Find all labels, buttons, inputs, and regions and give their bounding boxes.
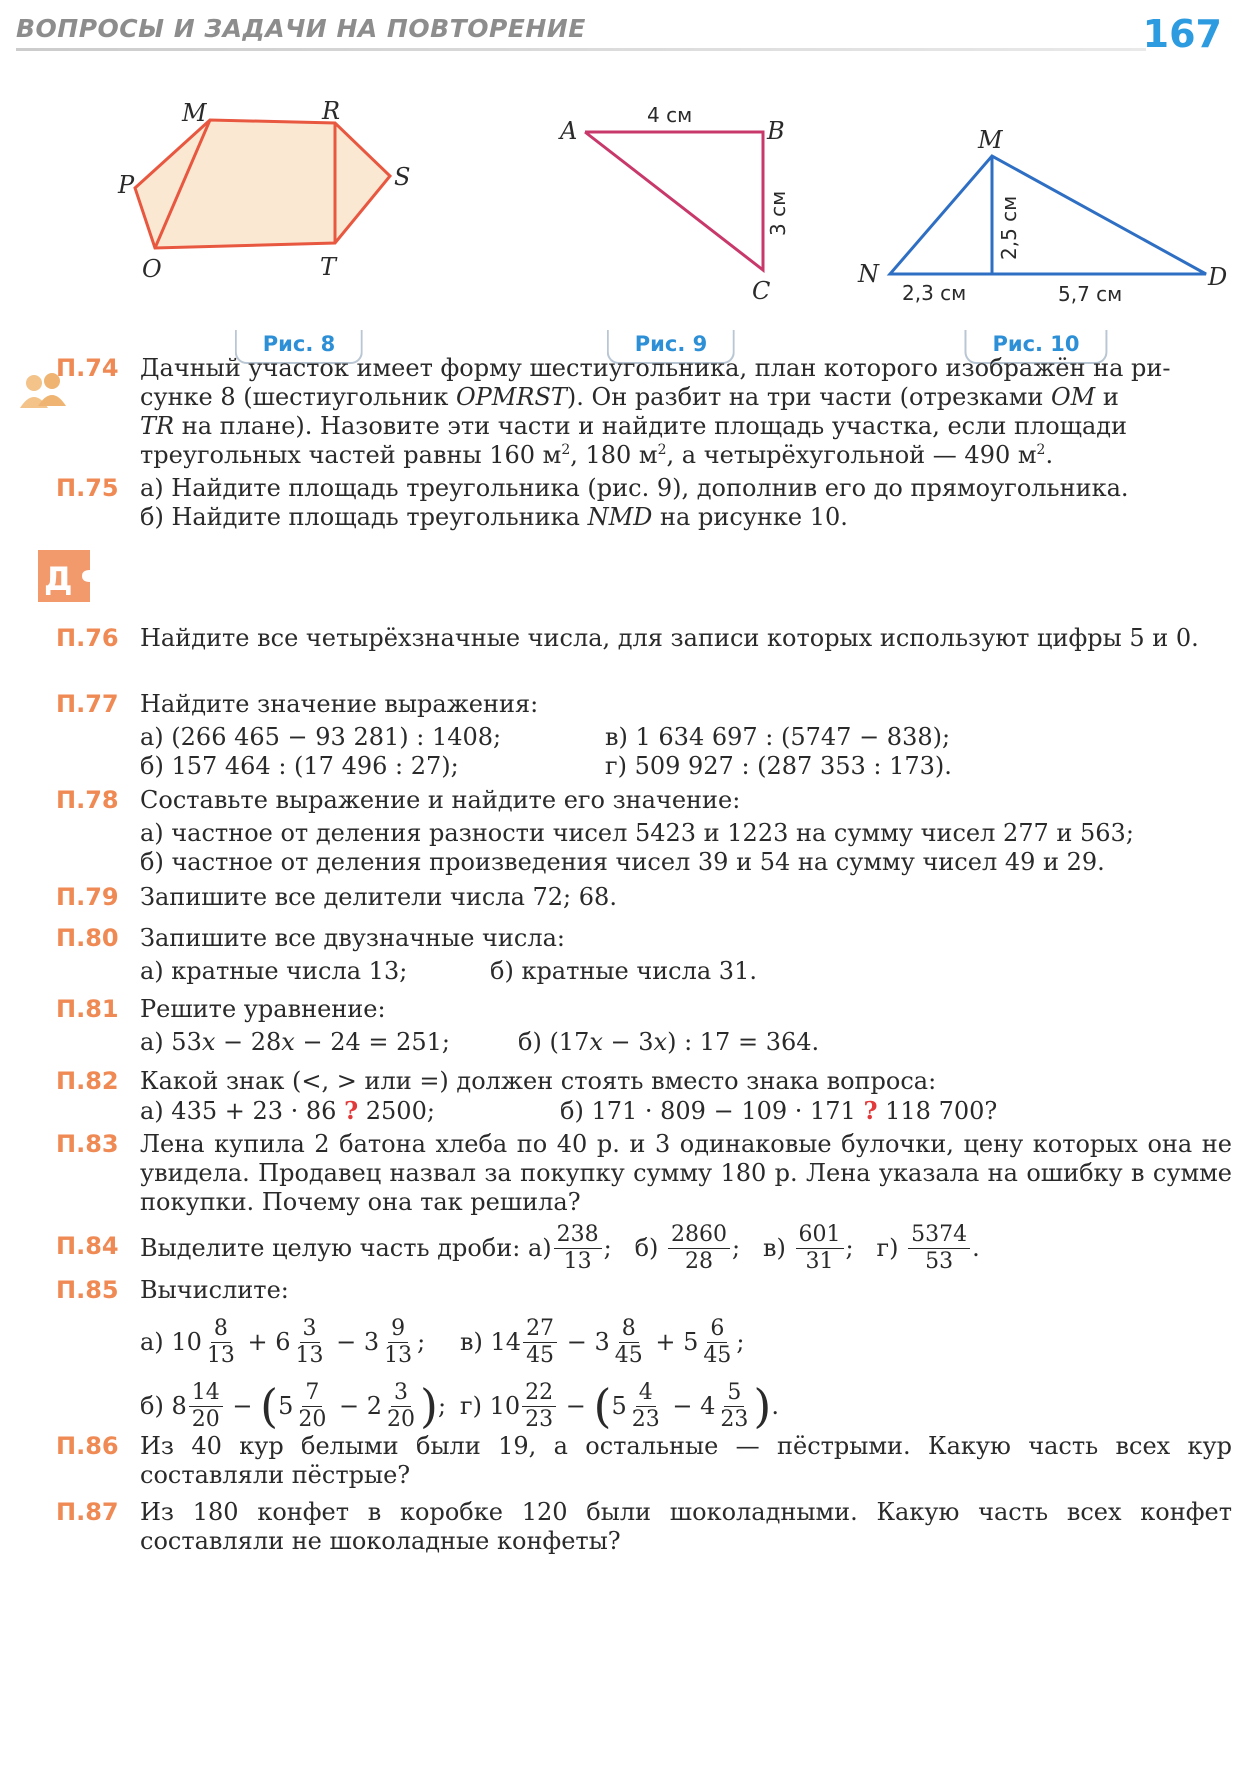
task-80 (56, 924, 1232, 986)
task-77 (56, 690, 1232, 781)
point-r: R (322, 97, 341, 125)
section-title: ВОПРОСЫ И ЗАДАЧИ НА ПОВТОРЕНИЕ (16, 14, 586, 43)
task-number: П.86 (56, 1432, 119, 1460)
hexagon-opmrst (110, 96, 430, 286)
task-text: Составьте выражение и найдите его значение: а) частное от деления разности чисел 5423 и 1223 на сумму чисел 277 и 563; б) частное от деления произведения чисел 39 и 54 на сумму чисел 49 и 29. (140, 786, 1134, 876)
page-number: 167 (1142, 12, 1222, 56)
task-81 (56, 995, 1232, 1057)
task-number: П.77 (56, 690, 119, 718)
point-a: A (560, 117, 578, 145)
height-length: 2,5 см (997, 195, 1021, 260)
side-ab-length: 4 см (647, 103, 693, 127)
task-76 (56, 624, 1232, 653)
figure-9 (555, 96, 795, 305)
side-bc-length: 3 см (766, 190, 790, 236)
task-text: Запишите все делители числа 72; 68. (140, 883, 617, 911)
svg-text:Д: Д (44, 560, 73, 598)
triangle-abc (555, 96, 795, 305)
puzzle-d-badge (34, 546, 94, 606)
figure-10-caption: Рис. 10 (964, 330, 1107, 364)
task-75 (56, 474, 1232, 532)
point-b: B (767, 117, 785, 145)
task-number: П.80 (56, 924, 119, 952)
task-number: П.79 (56, 883, 119, 911)
task-84 (56, 1222, 1232, 1275)
task-text: Лена купила 2 батона хлеба по 40 р. и 3 одинаковые булочки, цену которых она не увидела. Продавец назвал за покупку сумму 180 р. Лена указала на ошибку в сумме покупки. Почему она так решила? (140, 1130, 1232, 1216)
task-82 (56, 1067, 1232, 1126)
task-number: П.76 (56, 624, 119, 652)
figure-9-caption: Рис. 9 (607, 330, 735, 364)
task-text: Найдите все четырёхзначные числа, для записи которых используют цифры 5 и 0. (140, 624, 1199, 652)
triangle-nmd (850, 120, 1230, 310)
task-number: П.84 (56, 1232, 119, 1260)
task-text: Из 40 кур белыми были 19, а остальные — пёстрыми. Какую часть всех кур составляли пёстрые? (140, 1432, 1232, 1489)
figure-10 (850, 120, 1230, 314)
point-t: T (320, 253, 337, 281)
task-text: Найдите значение выражения: а) (266 465 − 93 281) : 1408; в) 1 634 697 : (5747 − 838); б) 157 464 : (17 496 : 27); г) 509 927 : (287 353 : 173). (140, 690, 952, 780)
task-text: Решите уравнение: а) 53x − 28x − 24 = 251; б) (17x − 3x) : 17 = 364. (140, 995, 820, 1056)
task-78 (56, 786, 1232, 877)
figure-8 (110, 96, 430, 290)
point-m: M (978, 126, 1003, 154)
task-number: П.78 (56, 786, 119, 814)
task-87 (56, 1498, 1232, 1556)
point-d: D (1208, 263, 1228, 291)
task-number: П.74 (56, 354, 119, 382)
point-c: C (752, 277, 771, 305)
task-text: Выделите целую часть дроби: а) $\frac{238}{13}$ ; б) $\frac{2860}{28}$ ; в) $\frac{601}{31}$ ; г) $\frac{5374}{53}$ . (140, 1222, 980, 1274)
point-p: P (118, 171, 135, 199)
header-divider (16, 48, 1146, 51)
task-text: Запишите все двузначные числа: а) кратные числа 13; б) кратные числа 31. (140, 924, 757, 985)
point-n: N (858, 260, 879, 288)
task-text: Вычислите: а) 10 $\frac{8}{13}$ + 6 $\frac{3}{13}$ − 3 $\frac{9}{13}$ ; в) 14 $\frac{27}{45}$ − 3 $\frac{8}{45}$ + 5 $\frac{6}{45}$ ; б) 8 $\frac{14}{20}$ − ( 5 $\frac{7}{20}$ − 2 $\frac{3}{20}$ ) ; г) 10 $\frac{22}{23}$ − ( 5 $\frac{4}{23}$ − 4 $\frac{5}{23}$ ) . (140, 1276, 779, 1433)
task-number: П.75 (56, 474, 119, 502)
task-74 (56, 354, 1232, 470)
figure-8-caption: Рис. 8 (235, 330, 363, 364)
task-number: П.82 (56, 1067, 119, 1095)
segment-right-length: 5,7 см (1058, 282, 1123, 306)
task-83 (56, 1130, 1232, 1217)
task-number: П.83 (56, 1130, 119, 1158)
task-79 (56, 883, 1232, 912)
task-number: П.85 (56, 1276, 119, 1304)
task-86 (56, 1432, 1232, 1490)
task-85 (56, 1276, 1232, 1439)
task-text: а) Найдите площадь треугольника (рис. 9), дополнив его до прямоугольника. б) Найдите площадь треугольника NMD на рисунке 10. (140, 474, 1129, 531)
task-text: Какой знак (<, > или =) должен стоять вместо знака вопроса: а) 435 + 23 · 86 ? 2500; б) 171 · 809 − 109 · 171 ? 118 700? (140, 1067, 998, 1125)
task-text: Из 180 конфет в коробке 120 были шоколадными. Какую часть всех конфет составляли не шоколадные конфеты? (140, 1498, 1232, 1555)
task-text: Дачный участок имеет форму шестиугольника, план которого изображён на ри- сунке 8 (шестиугольник OPMRST). Он разбит на три части (отрезками OM и TR на плане). Назовите эти части и найдите площадь участка, если площади треугольных частей равны 160 $м^2$, 180 $м^2$, а четырёхугольной — 490 $м^2$. (140, 354, 1171, 469)
task-number: П.87 (56, 1498, 119, 1526)
segment-left-length: 2,3 см (902, 281, 967, 305)
task-number: П.81 (56, 995, 119, 1023)
point-o: O (142, 255, 162, 283)
point-s: S (394, 163, 411, 191)
point-m: M (182, 99, 207, 127)
